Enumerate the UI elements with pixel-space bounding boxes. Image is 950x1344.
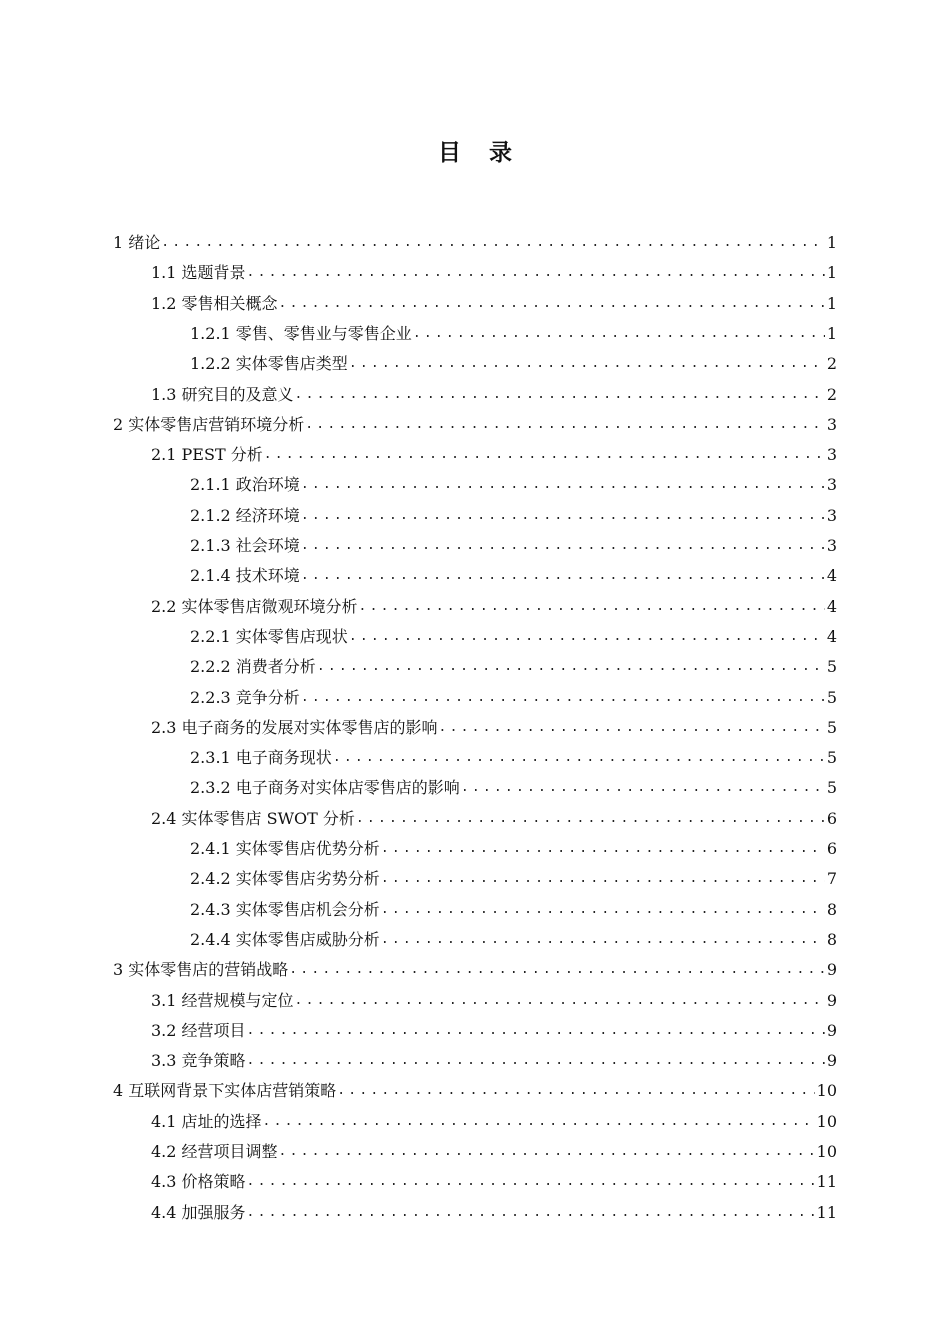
toc-dot-leader xyxy=(439,718,825,738)
toc-dot-leader xyxy=(381,900,825,920)
toc-dot-leader xyxy=(356,809,825,829)
toc-entry[interactable] xyxy=(151,981,837,1011)
toc-entry-page: 4 xyxy=(826,626,837,646)
toc-entry-page: 7 xyxy=(826,869,837,889)
toc-entry-page: 6 xyxy=(826,839,837,858)
toc-entry-page: 5 xyxy=(826,778,837,798)
toc-entry-page: 9 xyxy=(826,1020,837,1040)
toc-dot-leader xyxy=(264,445,825,465)
toc-dot-leader xyxy=(381,839,825,859)
toc-entry[interactable] xyxy=(113,950,837,980)
toc-dot-leader xyxy=(161,233,825,253)
toc-entry[interactable] xyxy=(190,465,837,495)
toc-dot-leader xyxy=(263,1112,815,1132)
toc-entry-title: 2.1.4 技术环境 xyxy=(190,566,300,586)
toc-entry[interactable] xyxy=(190,859,837,889)
toc-entry-page: 3 xyxy=(826,505,837,525)
toc-entry-page: 3 xyxy=(826,445,837,465)
toc-dot-leader xyxy=(305,415,825,435)
toc-entry-page: 5 xyxy=(826,748,837,768)
toc-dot-leader xyxy=(333,748,825,768)
toc-entry-title: 2.4 实体零售店 SWOT 分析 xyxy=(151,808,355,828)
toc-entry-title: 1.2.1 零售、零售业与零售企业 xyxy=(190,323,412,343)
toc-dot-leader xyxy=(247,1021,825,1041)
toc-dot-leader xyxy=(279,294,825,314)
toc-dot-leader xyxy=(247,1051,825,1071)
toc-entry[interactable] xyxy=(151,375,837,405)
toc-entry[interactable] xyxy=(190,829,837,859)
toc-entry[interactable] xyxy=(151,587,837,617)
toc-entry-title: 2.3 电子商务的发展对实体零售店的影响 xyxy=(151,717,438,737)
toc-entry-page: 1 xyxy=(826,293,837,313)
toc-dot-leader xyxy=(301,506,825,526)
toc-dot-leader xyxy=(359,597,825,617)
toc-dot-leader xyxy=(301,688,825,708)
toc-entry-title: 2.1.1 政治环境 xyxy=(190,475,300,495)
toc-dot-leader xyxy=(337,1081,814,1101)
toc-entry-page: 11 xyxy=(816,1202,837,1222)
toc-entry[interactable] xyxy=(151,708,837,738)
toc-entry-title: 2.4.4 实体零售店威胁分析 xyxy=(190,929,380,949)
toc-entry-title: 2.4.2 实体零售店劣势分析 xyxy=(190,869,380,889)
toc-entry-title: 2.2.3 竞争分析 xyxy=(190,687,300,707)
toc-entry-title: 3 实体零售店的营销战略 xyxy=(113,960,289,980)
toc-entry[interactable] xyxy=(151,253,837,283)
toc-entry-title: 1.1 选题背景 xyxy=(151,263,246,283)
toc-entry[interactable] xyxy=(190,617,837,647)
toc-entry-page: 8 xyxy=(826,899,837,919)
toc-entry-title: 2.4.3 实体零售店机会分析 xyxy=(190,899,380,919)
toc-entry[interactable] xyxy=(151,799,837,829)
toc-entry[interactable] xyxy=(151,1193,837,1223)
toc-entry-title: 4 互联网背景下实体店营销策略 xyxy=(113,1081,337,1101)
toc-entry-page: 11 xyxy=(816,1172,837,1192)
toc-entry-title: 4.3 价格策略 xyxy=(151,1172,246,1192)
toc-dot-leader xyxy=(295,991,825,1011)
toc-entry-title: 1 绪论 xyxy=(113,233,161,252)
toc-entry[interactable] xyxy=(190,678,837,708)
toc-entry-title: 4.1 店址的选择 xyxy=(151,1111,262,1131)
toc-entry[interactable] xyxy=(190,344,837,374)
toc-dot-leader xyxy=(301,566,825,586)
toc-dot-leader xyxy=(349,354,825,374)
toc-dot-leader xyxy=(381,869,825,889)
toc-dot-leader xyxy=(461,778,825,798)
toc-entry-title: 3.3 竞争策略 xyxy=(151,1051,246,1071)
toc-entry[interactable] xyxy=(190,526,837,556)
toc-entry[interactable] xyxy=(151,1162,837,1192)
toc-entry-title: 3.2 经营项目 xyxy=(151,1020,246,1040)
toc-entry-title: 4.2 经营项目调整 xyxy=(151,1142,278,1161)
toc-entry-title: 3.1 经营规模与定位 xyxy=(151,990,294,1010)
toc-entry[interactable] xyxy=(151,1011,837,1041)
toc-entry-title: 2.3.1 电子商务现状 xyxy=(190,748,332,768)
toc-entry[interactable] xyxy=(151,284,837,314)
toc-entry-page: 5 xyxy=(826,657,837,677)
toc-entry[interactable] xyxy=(151,1132,837,1162)
toc-entry-page: 6 xyxy=(826,808,837,828)
toc-dot-leader xyxy=(247,263,825,283)
toc-entry-title: 2.3.2 电子商务对实体店零售店的影响 xyxy=(190,778,460,798)
toc-entry-page: 9 xyxy=(826,1051,837,1071)
toc-entry[interactable] xyxy=(113,1071,837,1101)
toc-entry[interactable] xyxy=(113,223,837,253)
toc-entry-page: 3 xyxy=(826,475,837,495)
toc-entry-page: 1 xyxy=(826,233,837,252)
toc-dot-leader xyxy=(413,324,825,344)
toc-dot-leader xyxy=(381,930,825,950)
toc-entry-page: 5 xyxy=(826,687,837,707)
toc-dot-leader xyxy=(279,1142,815,1162)
toc-entry[interactable] xyxy=(151,1102,837,1132)
toc-entry-page: 8 xyxy=(826,929,837,949)
page-title: 目 录 xyxy=(437,140,522,166)
toc-entry-title: 2.4.1 实体零售店优势分析 xyxy=(190,839,380,858)
toc-entry-title: 2 实体零售店营销环境分析 xyxy=(113,414,305,434)
toc-dot-leader xyxy=(349,627,825,647)
toc-entry-page: 2 xyxy=(826,384,837,404)
toc-entry-title: 1.3 研究目的及意义 xyxy=(151,384,294,404)
toc-entry-title: 2.2 实体零售店微观环境分析 xyxy=(151,596,358,616)
toc-dot-leader xyxy=(247,1203,815,1223)
toc-dot-leader xyxy=(301,536,825,556)
toc-entry-title: 1.2.2 实体零售店类型 xyxy=(190,354,348,374)
toc-entry-page: 1 xyxy=(826,263,837,283)
toc-entry[interactable] xyxy=(190,496,837,526)
toc-entry-page: 4 xyxy=(826,566,837,586)
toc-entry-page: 10 xyxy=(816,1142,837,1161)
toc-entry-title: 2.2.2 消费者分析 xyxy=(190,657,316,677)
toc-dot-leader xyxy=(317,657,825,677)
toc-entry-title: 2.1 PEST 分析 xyxy=(151,445,263,465)
toc-entry[interactable] xyxy=(190,738,837,768)
toc-entry[interactable] xyxy=(190,920,837,950)
toc-dot-leader xyxy=(295,385,825,405)
toc-entry[interactable] xyxy=(190,556,837,586)
toc-entry[interactable] xyxy=(151,435,837,465)
toc-dot-leader xyxy=(247,1172,815,1192)
toc-entry-page: 5 xyxy=(826,717,837,737)
toc-dot-leader xyxy=(301,475,825,495)
toc-entry[interactable] xyxy=(190,647,837,677)
toc-entry-page: 9 xyxy=(826,990,837,1010)
toc-entry-title: 1.2 零售相关概念 xyxy=(151,293,278,313)
toc-entry-title: 2.2.1 实体零售店现状 xyxy=(190,626,348,646)
toc-entry-title: 4.4 加强服务 xyxy=(151,1202,246,1222)
toc-entry[interactable] xyxy=(190,314,837,344)
toc-entry-page: 4 xyxy=(826,596,837,616)
toc-entry[interactable] xyxy=(151,1041,837,1071)
toc-entry-page: 3 xyxy=(826,414,837,434)
toc-entry-title: 2.1.2 经济环境 xyxy=(190,505,300,525)
toc-dot-leader xyxy=(289,960,825,980)
toc-entry[interactable] xyxy=(190,768,837,798)
toc-entry[interactable] xyxy=(190,890,837,920)
toc-entry-page: 3 xyxy=(826,536,837,555)
toc-entry-page: 10 xyxy=(816,1111,837,1131)
toc-entry-page: 1 xyxy=(826,323,837,343)
toc-entry-page: 2 xyxy=(826,354,837,374)
toc-entry[interactable] xyxy=(113,405,837,435)
toc-entry-page: 9 xyxy=(826,960,837,980)
toc-entry-page: 10 xyxy=(816,1081,837,1101)
toc-entry-title: 2.1.3 社会环境 xyxy=(190,536,300,555)
